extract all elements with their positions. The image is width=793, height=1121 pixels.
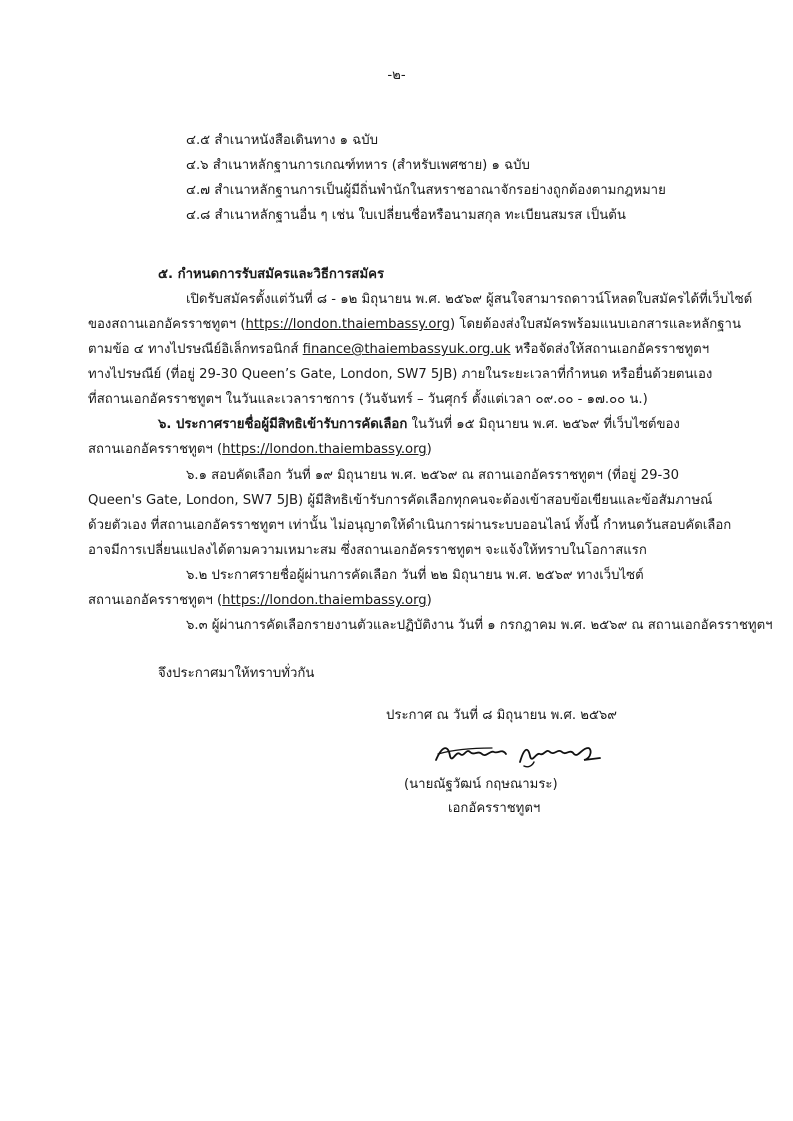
signer-name: (นายณัฐวัฒน์ กฤษณามระ): [404, 777, 558, 792]
item-6-1-line-1: ๖.๑ สอบคัดเลือก วันที่ ๑๙ มิถุนายน พ.ศ. ๒๕๖๙ ณ สถานเอกอัครราชทูตฯ (ที่อยู่ 29-30: [186, 468, 680, 483]
text: ): [426, 442, 432, 457]
item-4-5: ๔.๕ สำเนาหนังสือเดินทาง ๑ ฉบับ: [186, 133, 378, 148]
item-6-1-line-3: ด้วยตัวเอง ที่สถานเอกอัครราชทูตฯ เท่านั้น ไม่อนุญาตให้ดำเนินการผ่านระบบออนไลน์ ทั้งนี้ กำหนดวันสอบคัดเลือก: [88, 518, 732, 533]
section-5-line-3: [88, 340, 709, 360]
section-6-heading-line: [158, 415, 680, 435]
item-6-3-line-1: ๖.๓ ผู้ผ่านการคัดเลือกรายงานตัวและปฏิบัติงาน วันที่ ๑ กรกฎาคม พ.ศ. ๒๕๖๙ ณ สถานเอกอัครราชทูตฯ: [186, 618, 773, 633]
text: ของสถานเอกอัครราชทูตฯ (: [88, 317, 246, 332]
item-6-2-line-1: ๖.๒ ประกาศรายชื่อผู้ผ่านการคัดเลือก วันที่ ๒๒ มิถุนายน พ.ศ. ๒๕๖๙ ทางเว็บไซต์: [186, 568, 644, 583]
embassy-website-link[interactable]: https://london.thaiembassy.org: [222, 442, 427, 457]
item-6-1-line-4: อาจมีการเปลี่ยนแปลงได้ตามความเหมาะสม ซึ่งสถานเอกอัครราชทูตฯ จะแจ้งให้ทราบในโอกาสแรก: [88, 543, 647, 558]
text: ): [426, 593, 432, 608]
section-5-heading: ๕. กำหนดการรับสมัครและวิธีการสมัคร: [158, 267, 385, 282]
section-5-line-5: ที่สถานเอกอัครราชทูตฯ ในวันและเวลาราชการ (วันจันทร์ – วันศุกร์ ตั้งแต่เวลา ๐๙.๐๐ - ๑๗.๐๐ น.): [88, 392, 648, 407]
item-6-1-line-2: Queen's Gate, London, SW7 5JB) ผู้มีสิทธิเข้ารับการคัดเลือกทุกคนจะต้องเข้าสอบข้อเขียนและข้อสัมภาษณ์: [88, 493, 713, 508]
finance-email-link[interactable]: finance@thaiembassyuk.org.uk: [302, 342, 511, 357]
item-4-6: ๔.๖ สำเนาหลักฐานการเกณฑ์ทหาร (สำหรับเพศชาย) ๑ ฉบับ: [186, 158, 530, 173]
section-6-line-2: [88, 440, 432, 460]
text: สถานเอกอัครราชทูตฯ (: [88, 593, 223, 608]
announcement-date: ประกาศ ณ วันที่ ๘ มิถุนายน พ.ศ. ๒๕๖๙: [386, 708, 617, 723]
signer-title: เอกอัครราชทูตฯ: [448, 801, 541, 816]
item-4-7: ๔.๗ สำเนาหลักฐานการเป็นผู้มีถิ่นพำนักในสหราชอาณาจักรอย่างถูกต้องตามกฎหมาย: [186, 183, 666, 198]
page-number: -๒-: [387, 68, 406, 83]
text: หรือจัดส่งให้สถานเอกอัครราชทูตฯ: [510, 342, 710, 357]
text: ตามข้อ ๔ ทางไปรษณีย์อิเล็กทรอนิกส์: [88, 342, 303, 357]
embassy-website-link[interactable]: https://london.thaiembassy.org: [245, 317, 451, 332]
section-6-heading: ๖. ประกาศรายชื่อผู้มีสิทธิเข้ารับการคัดเลือก: [158, 417, 408, 432]
signature-icon: [432, 736, 608, 770]
text: สถานเอกอัครราชทูตฯ (: [88, 442, 223, 457]
item-4-8: ๔.๘ สำเนาหลักฐานอื่น ๆ เช่น ใบเปลี่ยนชื่อหรือนามสกุล ทะเบียนสมรส เป็นต้น: [186, 208, 626, 223]
embassy-website-link[interactable]: https://london.thaiembassy.org: [222, 593, 427, 608]
text: ) โดยต้องส่งใบสมัครพร้อมแนบเอกสารและหลักฐาน: [450, 317, 741, 332]
section-5-line-2: [88, 315, 741, 335]
closing-statement: จึงประกาศมาให้ทราบทั่วกัน: [158, 666, 315, 681]
section-5-line-1: เปิดรับสมัครตั้งแต่วันที่ ๘ - ๑๒ มิถุนายน พ.ศ. ๒๕๖๙ ผู้สนใจสามารถดาวน์โหลดใบสมัครได้ที่เว็บไซต์: [186, 292, 753, 307]
item-6-2-line-2: [88, 591, 432, 611]
text: ในวันที่ ๑๕ มิถุนายน พ.ศ. ๒๕๖๙ ที่เว็บไซต์ของ: [407, 417, 680, 432]
section-5-line-4: ทางไปรษณีย์ (ที่อยู่ 29-30 Queen’s Gate, London, SW7 5JB) ภายในระยะเวลาที่กำหนด หรือยื่นด้วยตนเอง: [88, 367, 713, 382]
